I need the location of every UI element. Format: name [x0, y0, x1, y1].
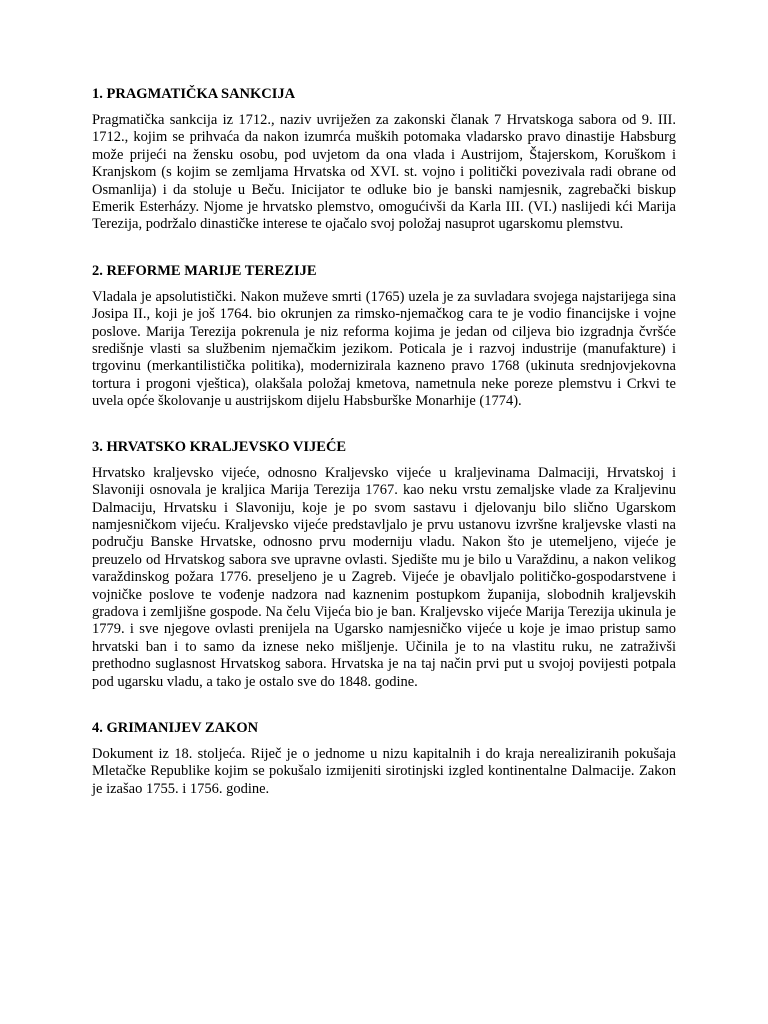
- section-grimanijev-zakon: [92, 719, 676, 798]
- section-paragraph: Hrvatsko kraljevsko vijeće, odnosno Kraljevsko vijeće u kraljevinama Dalmaciji, Hrvatskoj i Slavoniji osnovala je kraljica Marija Terezija 1767. kao neku vrstu zemaljske vlade za Kraljevinu Dalmaciju, Hrvatsku i Slavoniju, koje je po svom sastavu i djelovanju bilo slično Ugarskom namjesničkom vijeću. Kraljevsko vijeće predstavljalo je prvu ustanovu izvršne kraljevske vlasti na području Banske Hrvatske, odnosno prvu moderniju vladu. Nakon što je utemeljeno, vijeće je preuzelo od Hrvatskog sabora sve upravne ovlasti. Sjedište mu je bilo u Varaždinu, a nakon velikog varaždinskog požara 1776. preseljeno je u Zagreb. Vijeće je obavljalo političko-gospodarstvene i vojničke poslove te vođenje nadzora nad kaznenim postupkom županija, slobodnih kraljevskih gradova i zemljišne gospode. Na čelu Vijeća bio je ban. Kraljevsko vijeće Marija Terezija ukinula je 1779. i sve njegove ovlasti prenijela na Ugarsko namjesničko vijeće u koje je imao pristup samo hrvatski ban i to samo da iznese neko mišljenje. Učinila je to na vlastitu ruku, ne zatraživši prethodno suglasnost Hrvatskog sabora. Hrvatska je na taj način prvi put u svojoj povijesti potpala pod ugarsku vladu, a tako je ostalo sve do 1848. godine.: [92, 464, 676, 690]
- section-hrvatsko-kraljevsko-vijece: [92, 438, 676, 691]
- section-heading: 1. PRAGMATIČKA SANKCIJA: [92, 86, 296, 102]
- section-heading: 4. GRIMANIJEV ZAKON: [92, 719, 259, 736]
- section-paragraph: Pragmatička sankcija iz 1712., naziv uvriježen za zakonski članak 7 Hrvatskoga sabora od 9. III. 1712., kojim se prihvaća da nakon izumrća muških potomaka vladarsko pravo dinastije Habsburg može prijeći na žensku osobu, pod uvjetom da ona vlada i Austrijom, Štajerskom, Koruškom i Kranjskom (s kojim se zemljama Hrvatska od XVI. st. vojno i politički povezivala radi obrane od Osmanlija) i da stoluje u Beču. Inicijator te odluke bio je banski namjesnik, zagrebački biskup Emerik Esterházy. Njome je hrvatsko plemstvo, omogućivši da Karla III. (VI.) naslijedi kći Marija Terezija, podržalo dinastičke interese te ojačalo svoj položaj nasuprot ugarskomu plemstvu.: [92, 112, 676, 233]
- section-paragraph: Dokument iz 18. stoljeća. Riječ je o jednome u nizu kapitalnih i do kraja nerealiziranih pokušaja Mletačke Republike kojim se pokušalo izmijeniti sirotinjski izgled kontinentalne Dalmacije. Zakon je izašao 1755. i 1756. godine.: [92, 745, 676, 797]
- section-paragraph: Vladala je apsolutistički. Nakon muževe smrti (1765) uzela je za suvladara svojega najstarijega sina Josipa II., koji je još 1764. bio okrunjen za rimsko-njemačkog cara te je vodio financijske i vojne poslove. Marija Terezija pokrenula je niz reforma kojima je jedan od ciljeva bio izgradnja čvršće središnje vlasti sa službenim njemačkim jezikom. Poticala je i razvoj industrije (manufakture) i trgovinu (merkantilistička politika), modernizirala kazneno pravo 1768 (ukinuta srednjovjekovna tortura i progoni vještica), olakšala položaj kmetova, nametnula neke poreze plemstvu i Crkvi te uvela opće školovanje u austrijskom dijelu Habsburške Monarhije (1774).: [92, 288, 676, 410]
- section-reforme-marije-terezije: [92, 262, 676, 411]
- section-pragmaticka-sankcija: [92, 85, 676, 234]
- section-heading: 2. REFORME MARIJE TEREZIJE: [92, 262, 317, 279]
- section-heading: 3. HRVATSKO KRALJEVSKO VIJEĆE: [92, 438, 347, 455]
